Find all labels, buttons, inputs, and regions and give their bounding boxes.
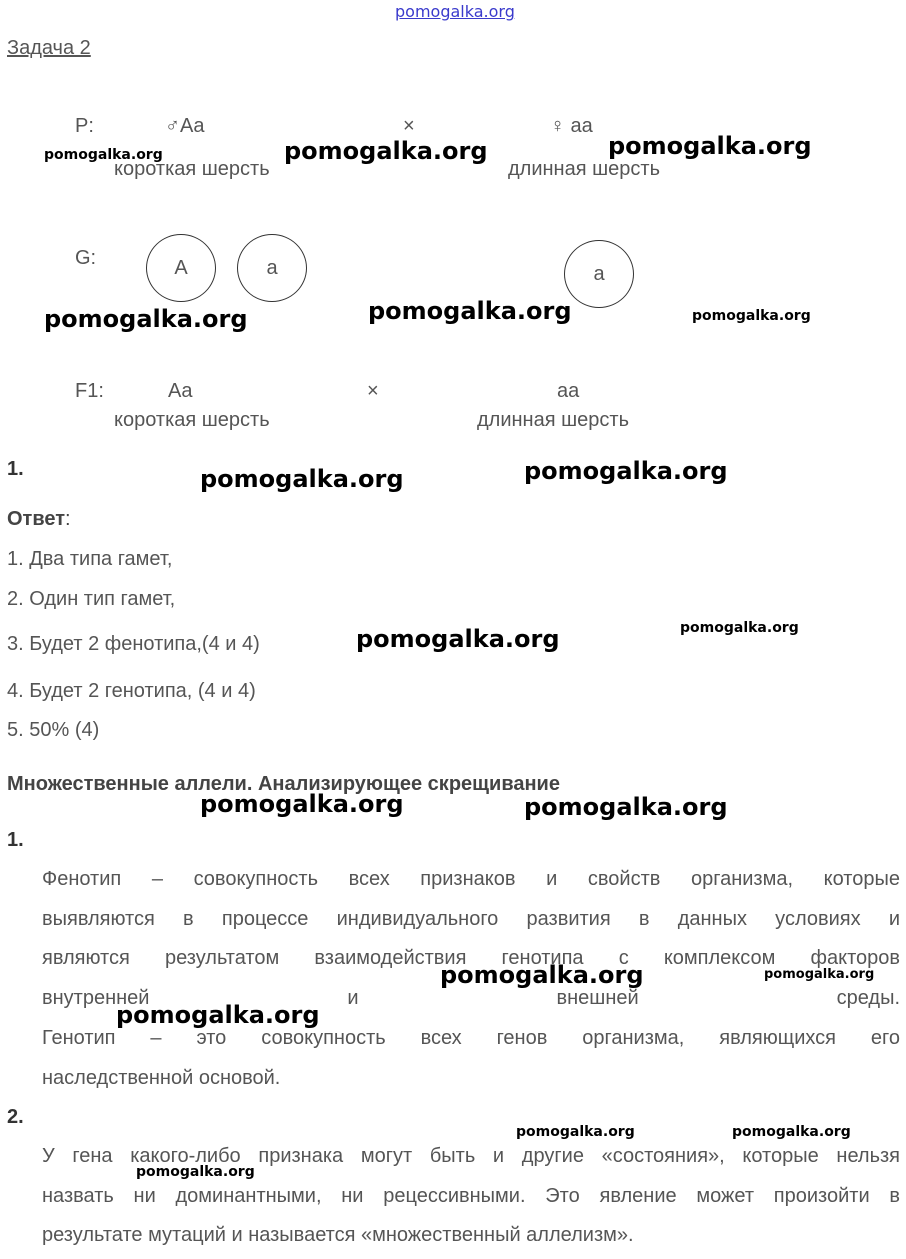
p-male: ♂Aa — [165, 115, 205, 137]
watermark: pomogalka.org — [692, 308, 811, 324]
watermark: pomogalka.org — [680, 620, 799, 636]
watermark: pomogalka.org — [608, 132, 812, 160]
p-times: × — [403, 115, 415, 137]
answer-colon: : — [65, 508, 71, 530]
watermark: pomogalka.org — [44, 305, 248, 333]
answer-item: 1. Два типа гамет, — [7, 548, 173, 570]
q2-line: назвать ни доминантными, ни рецессивными. Это явление может произойти в — [42, 1185, 900, 1207]
p-label: P: — [75, 115, 94, 137]
q1-line: являются результатом взаимодействия генотипа с комплексом факторов — [42, 947, 900, 969]
p-male-trait: короткая шерсть — [114, 158, 270, 180]
g-label: G: — [75, 247, 97, 269]
answer-heading — [7, 508, 71, 531]
watermark: pomogalka.org — [116, 1001, 320, 1029]
q2-line: У гена какого-либо признака могут быть и другие «состояния», которые нельзя — [42, 1145, 900, 1167]
f1-label: F1: — [75, 380, 104, 402]
q1-line: Фенотип – совокупность всех признаков и свойств организма, которые — [42, 868, 900, 890]
gamete-label: a — [593, 262, 605, 285]
task-title: Задача 2 — [7, 37, 91, 59]
f1-left: Aa — [168, 380, 193, 402]
watermark: pomogalka.org — [516, 1124, 635, 1140]
watermark: pomogalka.org — [732, 1124, 851, 1140]
q2-number: 2. — [7, 1106, 24, 1128]
p-female-trait: длинная шерсть — [508, 158, 660, 180]
watermark: pomogalka.org — [764, 967, 875, 982]
watermark: pomogalka.org — [284, 137, 488, 165]
f1-right-trait: длинная шерсть — [477, 409, 629, 431]
gamete-label: a — [266, 256, 278, 279]
watermark: pomogalka.org — [356, 625, 560, 653]
top-watermark[interactable]: pomogalka.org — [395, 2, 515, 21]
q1-number: 1. — [7, 829, 24, 851]
answer-item: 5. 50% (4) — [7, 719, 100, 741]
watermark: pomogalka.org — [524, 793, 728, 821]
section1-number: 1. — [7, 458, 24, 480]
watermark: pomogalka.org — [200, 790, 404, 818]
answer-item: 2. Один тип гамет, — [7, 588, 176, 610]
gamete-label: A — [174, 256, 188, 279]
gamete-circle-a — [564, 240, 634, 308]
q1-line: внутренней и внешней среды. — [42, 987, 900, 1009]
f1-left-trait: короткая шерсть — [114, 409, 270, 431]
watermark: pomogalka.org — [44, 147, 163, 163]
p-female: ♀ aa — [550, 115, 593, 137]
watermark: pomogalka.org — [200, 465, 404, 493]
watermark: pomogalka.org — [136, 1164, 255, 1180]
q1-line: Генотип – это совокупность всех генов организма, являющихся его — [42, 1027, 900, 1049]
watermark: pomogalka.org — [440, 961, 644, 989]
watermark: pomogalka.org — [524, 457, 728, 485]
watermark: pomogalka.org — [368, 297, 572, 325]
q1-line: наследственной основой. — [42, 1067, 281, 1089]
answer-item: 3. Будет 2 фенотипа,(4 и 4) — [7, 633, 260, 655]
gamete-circle-A — [146, 234, 216, 302]
f1-times: × — [367, 380, 379, 402]
gamete-circle-a — [237, 234, 307, 302]
answer-label: Ответ — [7, 508, 66, 530]
q2-line: результате мутаций и называется «множественный аллелизм». — [42, 1224, 634, 1246]
q1-line: выявляются в процессе индивидуального развития в данных условиях и — [42, 908, 900, 930]
section-heading: Множественные аллели. Анализирующее скрещивание — [7, 773, 560, 795]
f1-right: aa — [557, 380, 580, 402]
answer-item: 4. Будет 2 генотипа, (4 и 4) — [7, 680, 256, 702]
